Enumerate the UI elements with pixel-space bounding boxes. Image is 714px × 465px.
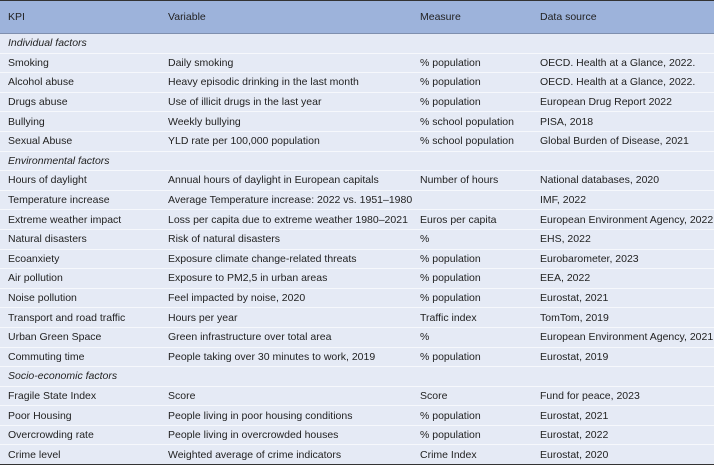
variable-cell: Average Temperature increase: 2022 vs. 1951–1980	[168, 194, 413, 207]
data-source-cell: Eurobarometer, 2023	[540, 252, 639, 265]
data-source-cell: National databases, 2020	[540, 174, 660, 187]
measure-cell: Traffic index	[420, 311, 477, 324]
table-row	[0, 327, 714, 347]
measure-cell	[412, 190, 532, 210]
section-row	[0, 367, 714, 387]
measure-cell: % population	[420, 96, 481, 109]
data-source-cell: European Environment Agency, 2021	[540, 331, 714, 344]
data-source-cell: Eurostat, 2020	[540, 448, 609, 461]
kpi-cell: Temperature increase	[8, 194, 110, 207]
measure-cell: Score	[420, 389, 448, 402]
table-row	[0, 210, 714, 230]
measure-cell: % school population	[420, 135, 514, 148]
measure-cell: Euros per capita	[420, 213, 497, 226]
kpi-cell: Commuting time	[8, 350, 85, 363]
kpi-cell: Ecoanxiety	[8, 252, 60, 265]
table-row	[0, 112, 714, 132]
variable-cell: Annual hours of daylight in European capitals	[168, 174, 379, 187]
table-row	[0, 445, 714, 465]
table-row	[0, 131, 714, 151]
variable-cell: Score	[168, 389, 196, 402]
section-row	[0, 34, 714, 54]
kpi-cell: Extreme weather impact	[8, 213, 122, 226]
measure-cell: % population	[420, 350, 481, 363]
table-row	[0, 92, 714, 112]
table-row	[0, 386, 714, 406]
kpi-cell: Natural disasters	[8, 233, 87, 246]
data-source-cell: TomTom, 2019	[540, 311, 609, 324]
table-header-row	[0, 1, 714, 34]
kpi-cell: Fragile State Index	[8, 389, 97, 402]
data-source-cell: Eurostat, 2021	[540, 292, 609, 305]
data-source-cell: EHS, 2022	[540, 233, 591, 246]
kpi-cell: Transport and road traffic	[8, 311, 126, 324]
table-row	[0, 308, 714, 328]
variable-cell: YLD rate per 100,000 population	[168, 135, 320, 148]
measure-cell: %	[420, 331, 430, 344]
header-variable: Variable	[168, 11, 206, 23]
kpi-cell: Overcrowding rate	[8, 429, 94, 442]
measure-cell: Number of hours	[420, 174, 499, 187]
kpi-cell: Air pollution	[8, 272, 63, 285]
table-row	[0, 288, 714, 308]
data-source-cell: IMF, 2022	[540, 194, 587, 207]
data-source-cell: Global Burden of Disease, 2021	[540, 135, 689, 148]
kpi-cell: Urban Green Space	[8, 331, 102, 344]
kpi-cell: Noise pollution	[8, 292, 77, 305]
kpi-cell: Hours of daylight	[8, 174, 87, 187]
table-row	[0, 249, 714, 269]
measure-cell: % population	[420, 76, 481, 89]
kpi-cell: Drugs abuse	[8, 96, 68, 109]
data-source-cell: Eurostat, 2019	[540, 350, 609, 363]
table-row	[0, 269, 714, 289]
kpi-cell: Alcohol abuse	[8, 76, 74, 89]
data-source-cell: OECD. Health at a Glance, 2022.	[540, 76, 696, 89]
measure-cell: % population	[420, 272, 481, 285]
measure-cell: % school population	[420, 115, 514, 128]
data-source-cell: European Environment Agency, 2022	[540, 213, 714, 226]
variable-cell: Exposure to PM2,5 in urban areas	[168, 272, 328, 285]
variable-cell: Loss per capita due to extreme weather 1980–2021	[168, 213, 408, 226]
header-kpi: KPI	[8, 11, 25, 23]
header-measure: Measure	[420, 11, 461, 23]
data-source-cell: Fund for peace, 2023	[540, 389, 640, 402]
data-source-cell: Eurostat, 2022	[540, 429, 609, 442]
table-body	[0, 34, 714, 465]
kpi-cell: Crime level	[8, 448, 61, 461]
data-source-cell: Eurostat, 2021	[540, 409, 609, 422]
measure-cell: % population	[420, 292, 481, 305]
data-source-cell: PISA, 2018	[540, 115, 594, 128]
table-row	[0, 347, 714, 367]
data-source-cell: European Drug Report 2022	[540, 96, 672, 109]
variable-cell: People living in overcrowded houses	[168, 429, 339, 442]
measure-cell: % population	[420, 252, 481, 265]
kpi-cell: Smoking	[8, 56, 49, 69]
variable-cell: Heavy episodic drinking in the last month	[168, 76, 359, 89]
table-row	[0, 190, 714, 210]
variable-cell: Weekly bullying	[168, 115, 241, 128]
variable-cell: People taking over 30 minutes to work, 2019	[168, 350, 376, 363]
table-row	[0, 171, 714, 191]
table-row	[0, 73, 714, 93]
data-source-cell: EEA, 2022	[540, 272, 591, 285]
kpi-cell: Poor Housing	[8, 409, 72, 422]
variable-cell: People living in poor housing conditions	[168, 409, 353, 422]
table-row	[0, 406, 714, 426]
section-title: Individual factors	[8, 37, 87, 50]
variable-cell: Feel impacted by noise, 2020	[168, 292, 306, 305]
data-source-cell: OECD. Health at a Glance, 2022.	[540, 56, 696, 69]
measure-cell: % population	[420, 429, 481, 442]
section-title: Environmental factors	[8, 154, 110, 167]
section-title: Socio-economic factors	[8, 370, 118, 383]
variable-cell: Exposure climate change-related threats	[168, 252, 357, 265]
variable-cell: Use of illicit drugs in the last year	[168, 96, 322, 109]
measure-cell: %	[420, 233, 430, 246]
table-row	[0, 229, 714, 249]
variable-cell: Weighted average of crime indicators	[168, 448, 342, 461]
header-data-source: Data source	[540, 11, 597, 23]
kpi-cell: Sexual Abuse	[8, 135, 73, 148]
measure-cell: Crime Index	[420, 448, 477, 461]
measure-cell: % population	[420, 56, 481, 69]
variable-cell: Green infrastructure over total area	[168, 331, 332, 344]
table-row	[0, 53, 714, 73]
section-row	[0, 151, 714, 171]
kpi-cell: Bullying	[8, 115, 45, 128]
measure-cell: % population	[420, 409, 481, 422]
variable-cell: Daily smoking	[168, 56, 234, 69]
table-row	[0, 425, 714, 445]
variable-cell: Risk of natural disasters	[168, 233, 281, 246]
variable-cell: Hours per year	[168, 311, 238, 324]
